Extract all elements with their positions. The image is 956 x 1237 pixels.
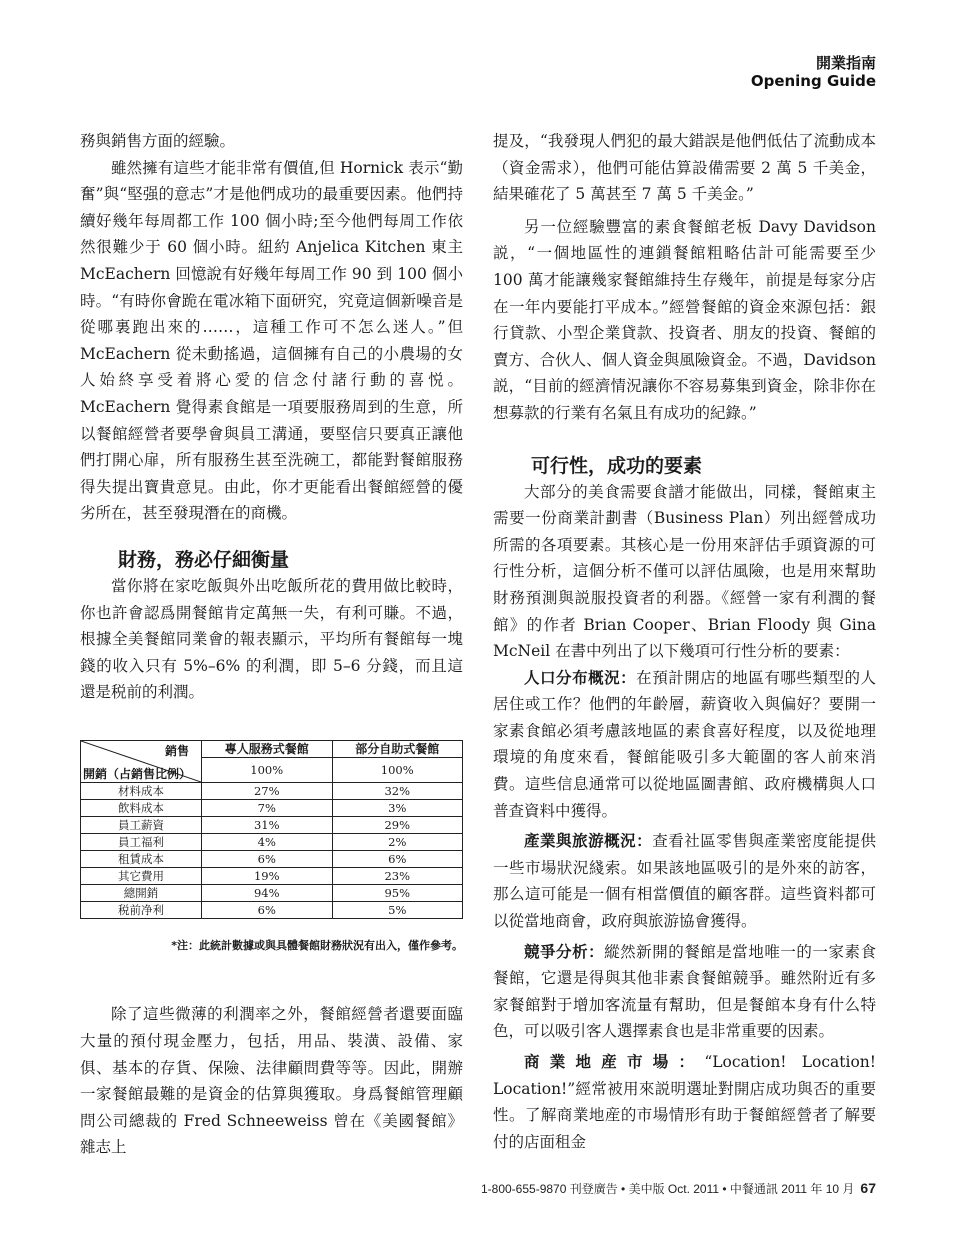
- table-cell: 6%: [202, 850, 333, 867]
- table-cell: 19%: [202, 867, 333, 884]
- left-column: [80, 128, 463, 1161]
- row-label: 其它費用: [81, 867, 202, 884]
- table-cell: 94%: [202, 884, 333, 901]
- row-label: 飲料成本: [81, 799, 202, 816]
- table-row: [81, 816, 463, 833]
- table-cell: 95%: [332, 884, 463, 901]
- table-corner-cell: [81, 740, 202, 782]
- paragraph-text: “Location! Location! Location!”經常被用來説明選址對開店成功與否的重要性。了解商業地産的市場情形有助于餐館經營者了解要付的店面租金: [493, 1053, 876, 1151]
- paragraph: 雖然擁有這些才能非常有價值,但 Hornick 表示“勤奮”與“堅强的意志”才是他們成功的最重要因素。他們持續好幾年每周都工作 100 個小時;至今他們每周工作依然很難少于 60 個小時。紐約 Anjelica Kitchen 東主 McEachern 回憶說有好幾年每周工作 90 到 100 個小時。“有時你會跪在電冰箱下面研究，究竟這個新噪音是從哪裏跑出來的……，這種工作可不怎么迷人。”但 McEachern 從未動搖過，這個擁有自己的小農場的女人始終享受着將心愛的信念付諸行動的喜悦。McEachern 覺得素食館是一項要服務周到的生意，所以餐館經營者要學會與員工溝通，要堅信只要真正讓他們打開心扉，所有服務生甚至洗碗工，都能對餐館服務得失提出寶貴意見。由此，你才更能看出餐館經營的優劣所在，甚至發現潛在的商機。: [80, 158, 463, 523]
- paragraph: [493, 828, 876, 934]
- lead-real-estate: 商業地産市場：: [524, 1052, 705, 1071]
- row-label: 員工薪資: [81, 816, 202, 833]
- table-row: [81, 867, 463, 884]
- table-row: [81, 850, 463, 867]
- page-footer: [481, 1180, 876, 1197]
- footer-text: 1-800-655-9870 刊登廣告 • 美中版 Oct. 2011 • 中餐通訊 2011 年 10 月: [480, 1182, 855, 1196]
- table-header: 部分自助式餐館: [332, 740, 463, 757]
- table-cell: 29%: [332, 816, 463, 833]
- table-cell: 3%: [332, 799, 463, 816]
- table-cell: 7%: [202, 799, 333, 816]
- table-row: [81, 782, 463, 799]
- lead-demographics: 人口分布概況：: [524, 667, 637, 687]
- table-cell: 6%: [332, 850, 463, 867]
- table-cell: 6%: [202, 901, 333, 918]
- table-cell: 4%: [202, 833, 333, 850]
- paragraph: 大部分的美食需要食譜才能做出，同樣，餐館東主需要一份商業計劃書（Business Plan）列出經營成功所需的各項要素。其核心是一份用來評估手頭資源的可行性分析，這個分析不僅可以評估風險，也是用來幫助財務預測與説服投資者的利器。《經營一家有利潤的餐館》的作者 Brian Cooper、Brian Floody 與 Gina McNeil 在書中列出了以下幾項可行性分析的要素：: [493, 482, 876, 661]
- lead-competition: 競爭分析：: [524, 941, 605, 961]
- row-label: 員工福利: [81, 833, 202, 850]
- table-row: [81, 799, 463, 816]
- table-cell: 32%: [332, 782, 463, 799]
- header-title-cn: 開業指南: [815, 54, 876, 72]
- table-corner-top: 銷售: [164, 743, 189, 758]
- table-note: *注：此統計數據或與具體餐館財務狀況有出入，僅作參考。: [171, 938, 463, 952]
- lead-industry: 產業與旅游概況：: [524, 831, 653, 851]
- row-label: 總開銷: [81, 884, 202, 901]
- table-cell: 100%: [332, 757, 463, 782]
- paragraph-text: 在預計開店的地區有哪些類型的人居住或工作？他們的年齡層，薪資收入與偏好？要開一家素食館必須考慮該地區的素食喜好程度，以及從地理環境的角度來看，餐館能吸引多大範圍的客人前來消費。這些信息通常可以從地區圖書館、政府機構與人口普查資料中獲得。: [493, 668, 876, 820]
- row-label: 材料成本: [81, 782, 202, 799]
- section-title-feasibility: 可行性，成功的要素: [531, 454, 703, 477]
- table-corner-bottom: 開銷（占銷售比例）: [83, 766, 192, 781]
- paragraph: 務與銷售方面的經驗。: [80, 132, 236, 150]
- table-cell: 100%: [202, 757, 333, 782]
- row-label: 租賃成本: [81, 850, 202, 867]
- right-column: [493, 128, 876, 1155]
- paragraph: 另一位經驗豐富的素食餐館老板 Davy Davidson 説，“一個地區性的連鎖餐館粗略估計可能需要至少 100 萬才能讓幾家餐館維持生存幾年，前提是每家分店在一年内要能打平成本。”經營餐館的資金來源包括：銀行貸款、小型企業貸款、投資者、朋友的投資、餐館的賣方、合伙人、個人資金與風險資金。不過，Davidson 説，“目前的經濟情況讓你不容易募集到資金，除非你在想募款的行業有名氣且有成功的紀錄。”: [493, 217, 876, 422]
- paragraph-text: 查看社區零售與產業密度能提供一些市場狀況綫索。如果該地區吸引的是外來的訪客，那么這可能是一個有相當價值的顧客群。這些資料都可以從當地商會，政府與旅游協會獲得。: [493, 832, 876, 931]
- paragraph: [493, 939, 876, 1045]
- paragraph: 當你將在家吃飯與外出吃飯所花的費用做比較時，你也許會認爲開餐館肯定萬無一失，有利可賺。不過，根據全美餐館同業會的報表顯示，平均所有餐館每一塊錢的收入只有 5%–6% 的利潤，即 5–6 分錢，而且這還是税前的利潤。: [80, 576, 463, 702]
- table-cell: 31%: [202, 816, 333, 833]
- table-row: [81, 884, 463, 901]
- table-cell: 5%: [332, 901, 463, 918]
- row-label: 税前净利: [81, 901, 202, 918]
- header-title-en: Opening Guide: [750, 72, 876, 90]
- paragraph: 除了這些微薄的利潤率之外，餐館經營者還要面臨大量的預付現金壓力，包括，用品、裝潢、設備、家俱、基本的存貨、保險、法律顧問費等等。因此，開辦一家餐館最難的是資金的估算與獲取。身爲餐館管理顧問公司總裁的 Fred Schneeweiss 曾在《美國餐館》雜志上: [80, 1005, 463, 1157]
- section-title-finance: 財務，務必仔細衡量: [118, 548, 290, 571]
- paragraph: [493, 665, 876, 825]
- paragraph: 提及，“我發現人們犯的最大錯誤是他們低估了流動成本（資金需求），他們可能估算設備需要 2 萬 5 千美金，結果確花了 5 萬甚至 7 萬 5 千美金。”: [493, 132, 876, 204]
- table-row: [81, 833, 463, 850]
- table-header: 專人服務式餐館: [202, 740, 333, 757]
- table-cell: 2%: [332, 833, 463, 850]
- page-header: [751, 54, 876, 90]
- table-row: [81, 901, 463, 918]
- page-number: 67: [860, 1180, 876, 1196]
- paragraph-text: 縱然新開的餐館是當地唯一的一家素食餐館，它還是得與其他非素食餐館競爭。雖然附近有多家餐館對于增加客流量有幫助，但是餐館本身有什么特色，可以吸引客人選擇素食也是非常重要的因素。: [493, 942, 876, 1041]
- finance-table: [80, 740, 463, 919]
- table-cell: 23%: [332, 867, 463, 884]
- paragraph: [493, 1049, 876, 1155]
- table-cell: 27%: [202, 782, 333, 799]
